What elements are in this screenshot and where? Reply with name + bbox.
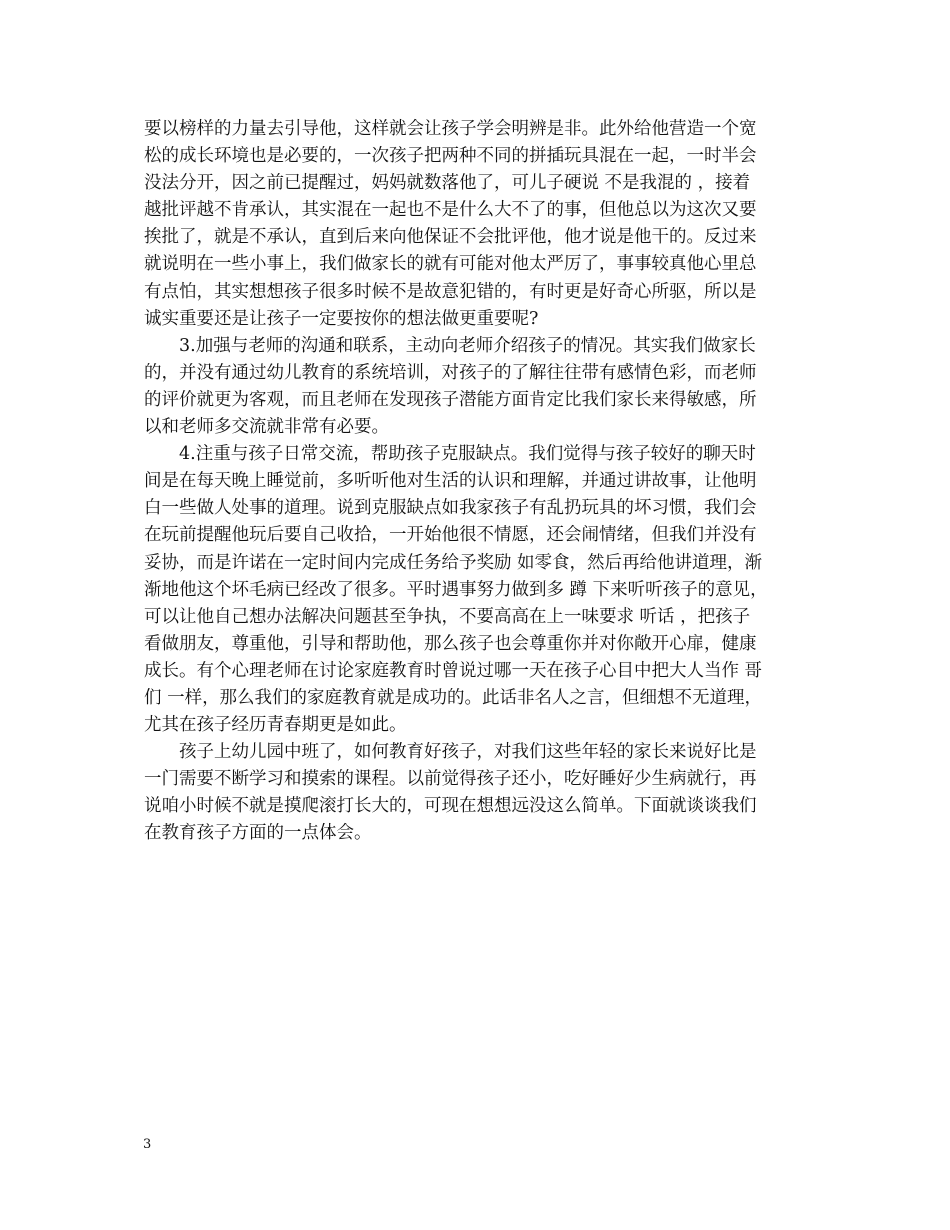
text-line: 3.加强与老师的沟通和联系，主动向老师介绍孩子的情况。其实我们做家长 xyxy=(179,335,756,356)
text-line: 就说明在一些小事上，我们做家长的就有可能对他太严厉了，事事较真他心里总 xyxy=(144,254,757,275)
text-line: 们 一样，那么我们的家庭教育就是成功的。此话非名人之言，但细想不无道理， xyxy=(144,687,763,708)
text-line: 没法分开，因之前已提醒过，妈妈就数落他了，可儿子硬说 不是我混的 ，接着 xyxy=(144,173,751,194)
text-line: 要以榜样的力量去引导他，这样就会让孩子学会明辨是非。此外给他营造一个宽 xyxy=(144,119,757,139)
text-line: 一门需要不断学习和摸索的课程。以前觉得孩子还小，吃好睡好少生病就行，再 xyxy=(144,769,757,790)
text-line: 在玩前提醒他玩后要自己收拾，一开始他很不情愿，还会闹情绪，但我们并没有 xyxy=(144,525,757,546)
text-line: 间是在每天晚上睡觉前，多听听他对生活的认识和理解，并通过讲故事，让他明 xyxy=(144,471,757,492)
text-line: 在教育孩子方面的一点体会。 xyxy=(144,823,372,844)
paragraph xyxy=(144,739,824,847)
text-line: 诚实重要还是让孩子一定要按你的想法做更重要呢? xyxy=(144,308,539,329)
text-line: 有点怕，其实想想孩子很多时候不是故意犯错的，有时更是好奇心所驱，所以是 xyxy=(144,281,757,302)
text-line: 渐地他这个坏毛病已经改了很多。平时遇事努力做到多 蹲 下来听听孩子的意见， xyxy=(144,579,768,600)
page-number: 3 xyxy=(143,1137,152,1152)
text-line: 孩子上幼儿园中班了，如何教育好孩子，对我们这些年轻的家长来说好比是 xyxy=(179,742,757,763)
text-line: 可以让他自己想办法解决问题甚至争执，不要高高在上一味要求 听话 ，把孩子 xyxy=(144,606,751,627)
text-line: 越批评越不肯承认，其实混在一起也不是什么大不了的事，但他总以为这次又要 xyxy=(144,200,757,221)
text-line: 的，并没有通过幼儿教育的系统培训，对孩子的了解往往带有感情色彩，而老师 xyxy=(144,362,757,383)
paragraph xyxy=(144,116,824,333)
text-line: 白一些做人处事的道理。说到克服缺点如我家孩子有乱扔玩具的坏习惯，我们会 xyxy=(144,498,757,519)
text-line: 的评价就更为客观，而且老师在发现孩子潜能方面肯定比我们家长来得敏感，所 xyxy=(144,389,757,410)
text-line: 成长。有个心理老师在讨论家庭教育时曾说过哪一天在孩子心目中把大人当作 哥 xyxy=(144,660,763,681)
text-line: 以和老师多交流就非常有必要。 xyxy=(144,417,389,438)
paragraph xyxy=(144,441,824,739)
paragraph xyxy=(144,333,824,441)
text-line: 尤其在孩子经历青春期更是如此。 xyxy=(144,715,407,736)
body-text xyxy=(144,116,824,848)
text-line: 看做朋友，尊重他，引导和帮助他，那么孩子也会尊重你并对你敞开心扉，健康 xyxy=(144,633,757,654)
text-line: 说咱小时候不就是摸爬滚打长大的，可现在想想远没这么简单。下面就谈谈我们 xyxy=(144,796,757,817)
text-line: 挨批了，就是不承认，直到后来向他保证不会批评他，他才说是他干的。反过来 xyxy=(144,227,757,248)
text-line: 松的成长环境也是必要的，一次孩子把两种不同的拼插玩具混在一起，一时半会 xyxy=(144,146,757,167)
text-line: 4.注重与孩子日常交流，帮助孩子克服缺点。我们觉得与孩子较好的聊天时 xyxy=(179,444,756,465)
text-line: 妥协，而是许诺在一定时间内完成任务给予奖励 如零食，然后再给他讲道理，渐 xyxy=(144,552,763,573)
